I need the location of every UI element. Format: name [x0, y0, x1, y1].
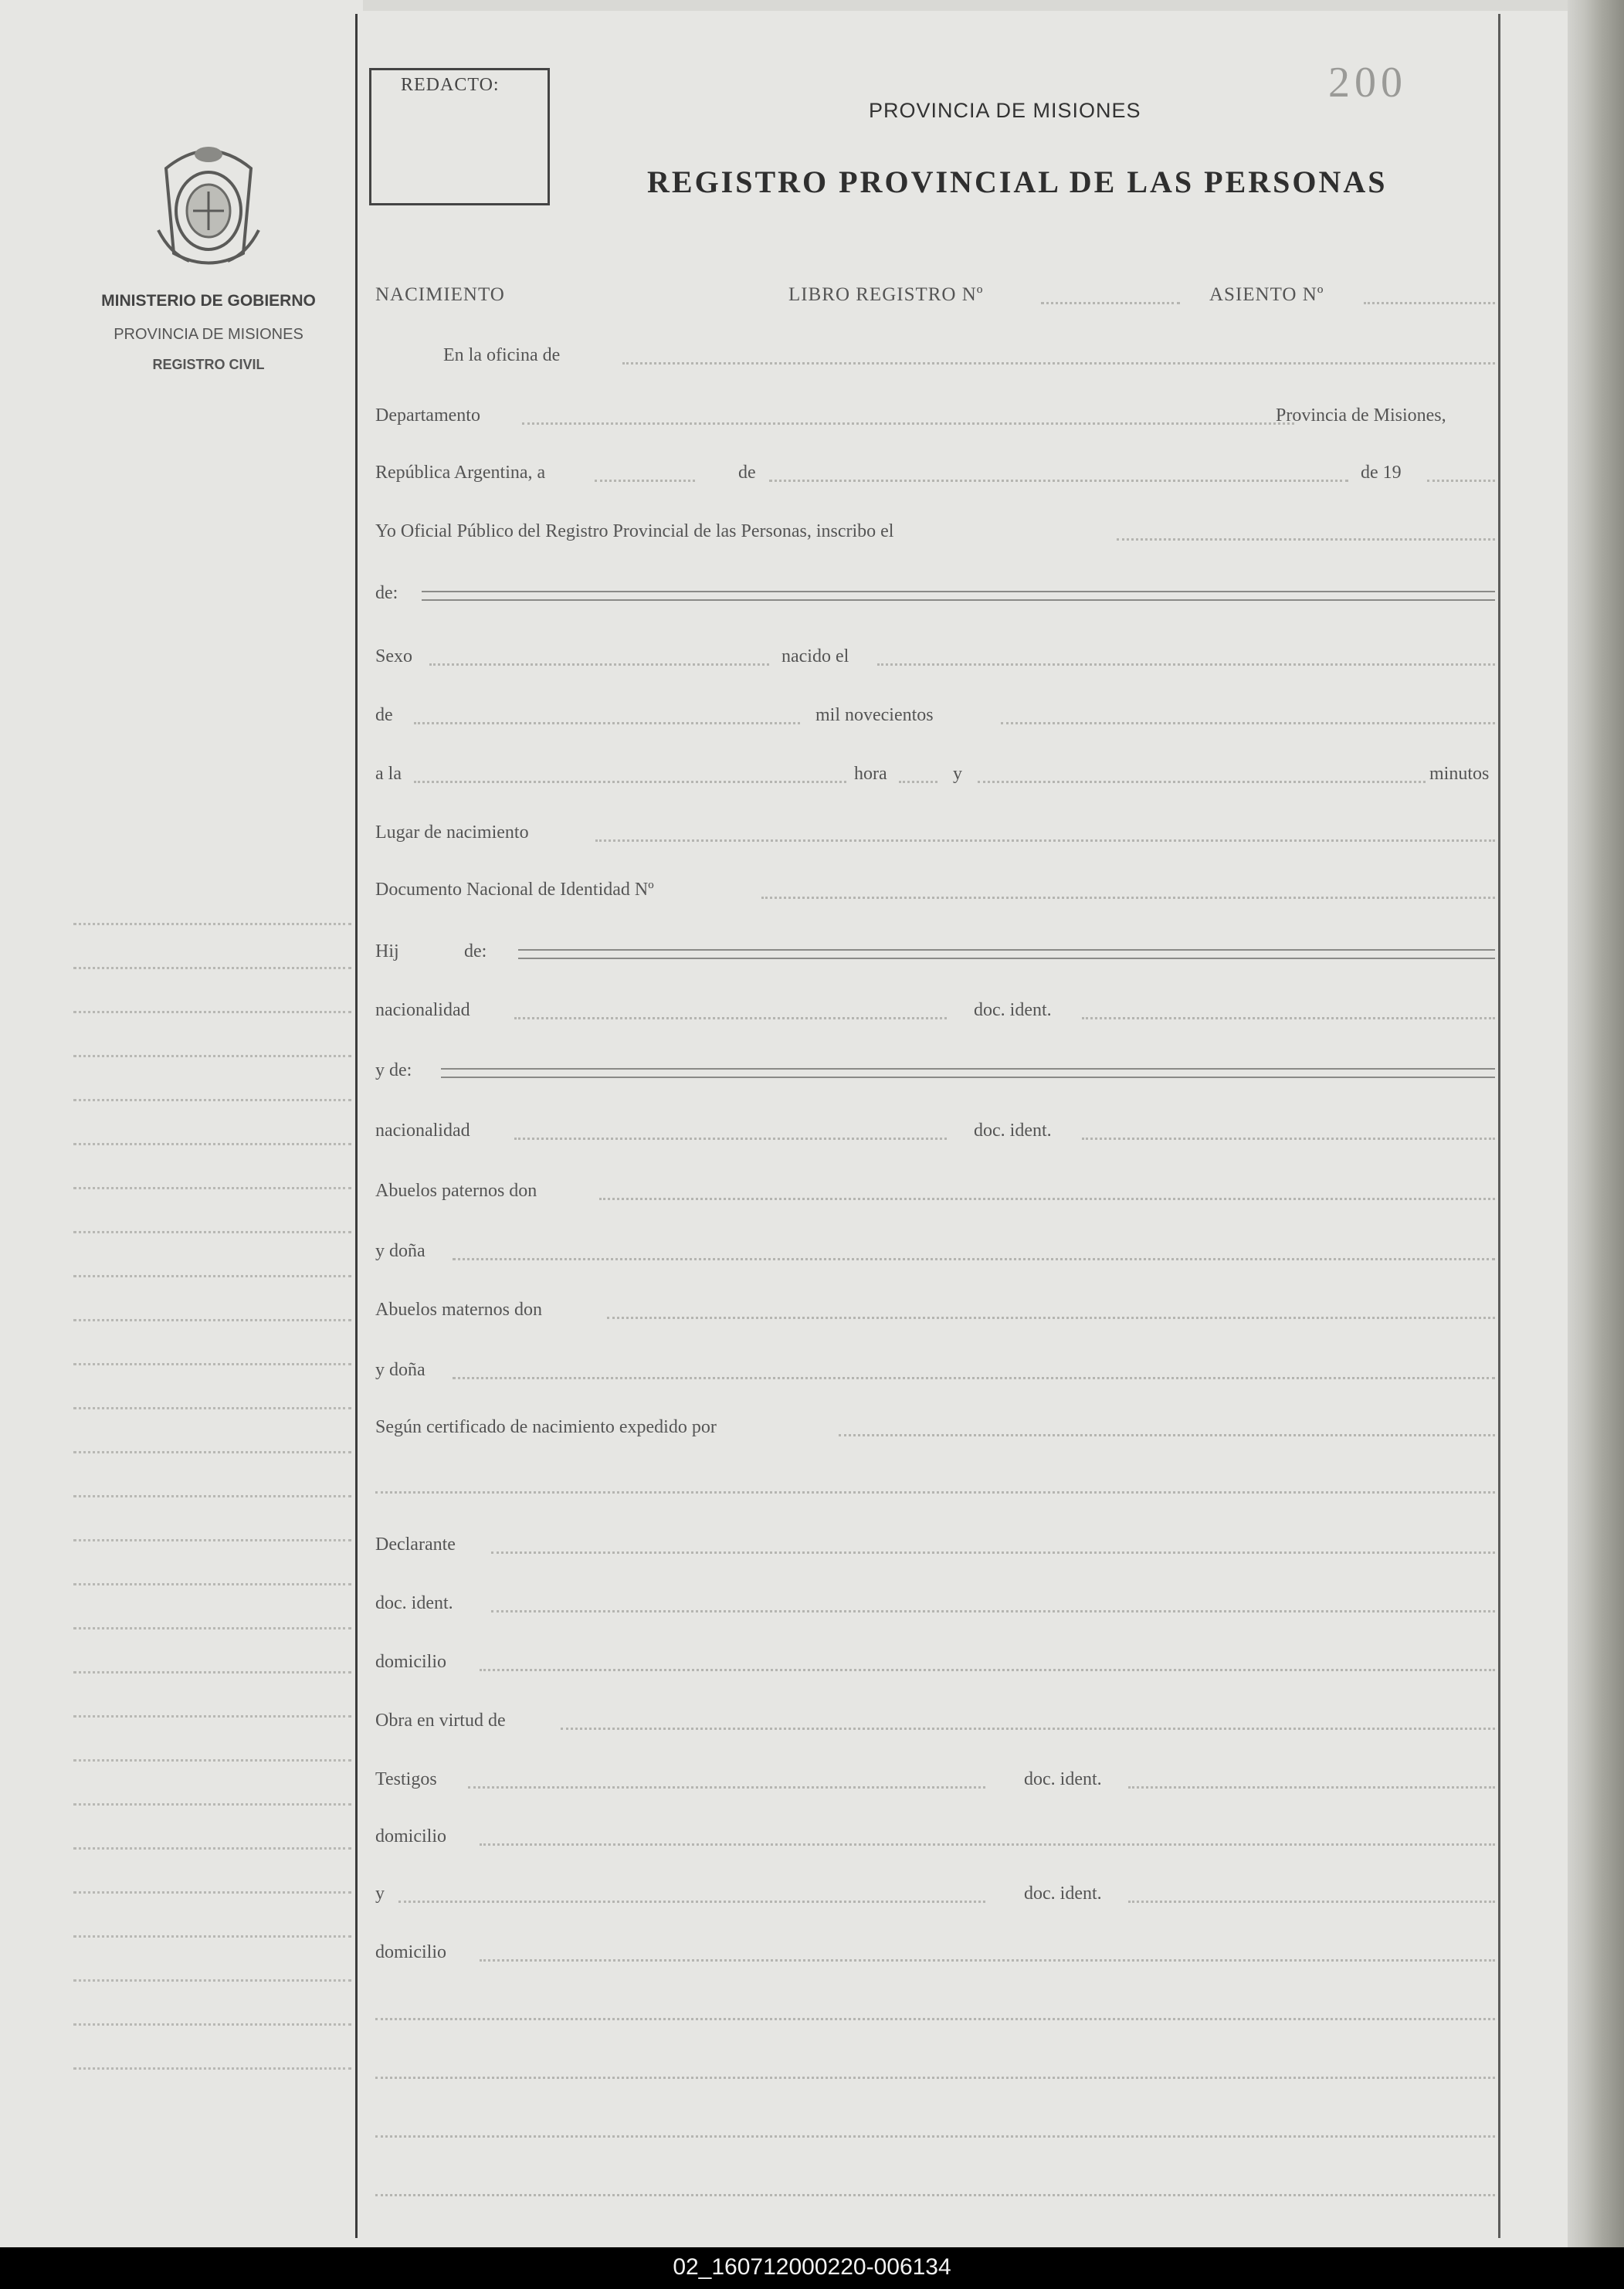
mes-field[interactable] [769, 480, 1348, 482]
doc-ident-testigo-2-field[interactable] [1128, 1901, 1495, 1903]
dona-field-2[interactable] [453, 1377, 1495, 1379]
obra-label: Obra en virtud de [375, 1711, 506, 1731]
row-segun [375, 1412, 1495, 1443]
hora-field[interactable] [899, 781, 937, 783]
testigo-2-field[interactable] [398, 1901, 985, 1903]
dia-field[interactable] [595, 480, 695, 482]
de-mil-field[interactable] [414, 722, 800, 724]
doc-ident-field-1[interactable] [1082, 1017, 1495, 1019]
y-de-label: y de: [375, 1060, 412, 1080]
declarante-field[interactable] [491, 1551, 1495, 1554]
row-abuelos-maternos [375, 1294, 1495, 1325]
madre-field[interactable] [441, 1068, 1495, 1078]
sexo-field[interactable] [429, 663, 769, 666]
asiento-label: ASIENTO Nº [1209, 284, 1324, 305]
obra-field[interactable] [561, 1728, 1495, 1730]
row-abuelos-paternos [375, 1175, 1495, 1206]
coat-of-arms-seal-icon [151, 137, 266, 273]
a-la-label: a la [375, 764, 402, 784]
doc-ident-label-1: doc. ident. [974, 1000, 1052, 1020]
mil-field[interactable] [1001, 722, 1495, 724]
footer-code: 02_160712000220-006134 [673, 2254, 951, 2280]
oficina-label: En la oficina de [443, 345, 561, 365]
oficina-field[interactable] [622, 362, 1495, 365]
row-nacimiento [375, 280, 1495, 310]
doc-ident-declarante-field[interactable] [491, 1610, 1495, 1612]
row-sexo [375, 641, 1495, 672]
row-nacionalidad-1 [375, 995, 1495, 1026]
row-documento [375, 874, 1495, 905]
nacido-label: nacido el [781, 646, 849, 666]
row-lugar [375, 817, 1495, 848]
lugar-field[interactable] [595, 839, 1495, 842]
declarante-label: Declarante [375, 1534, 456, 1555]
testigos-label: Testigos [375, 1769, 437, 1789]
footer-bar [0, 2247, 1624, 2289]
row-obra [375, 1705, 1495, 1736]
row-dona-2 [375, 1355, 1495, 1385]
hij-de-label: de: [464, 941, 487, 961]
sexo-label: Sexo [375, 646, 412, 666]
row-y-de [375, 1055, 1495, 1086]
abuelos-maternos-label: Abuelos maternos don [375, 1300, 542, 1320]
redacto-label: REDACTO: [401, 75, 500, 95]
domicilio-field-1[interactable] [480, 1669, 1495, 1671]
stub-registro: REGISTRO CIVIL [152, 357, 265, 372]
row-declarante [375, 1529, 1495, 1560]
row-blank-4 [375, 2172, 1495, 2203]
row-oficina [375, 340, 1495, 371]
dona-field-1[interactable] [453, 1258, 1495, 1260]
stub-dotted-lines [73, 923, 351, 2111]
nacionalidad-label-1: nacionalidad [375, 1000, 470, 1020]
segun-label: Según certificado de nacimiento expedido por [375, 1417, 717, 1437]
abuelos-paternos-label: Abuelos paternos don [375, 1181, 537, 1201]
departamento-label: Departamento [375, 405, 480, 426]
row-domicilio-2 [375, 1821, 1495, 1852]
row-hora [375, 758, 1495, 789]
documento-field[interactable] [761, 897, 1495, 899]
blank-line-4[interactable] [375, 2194, 1495, 2196]
dona-label-1: y doña [375, 1241, 425, 1261]
segun-field[interactable] [839, 1434, 1495, 1436]
doc-ident-field-2[interactable] [1082, 1138, 1495, 1140]
domicilio-label-2: domicilio [375, 1826, 446, 1846]
stub-provincia: PROVINCIA DE MISIONES [114, 326, 303, 343]
row-de-mil [375, 700, 1495, 731]
row-blank-3 [375, 2113, 1495, 2144]
provincia-title: PROVINCIA DE MISIONES [869, 99, 1141, 122]
inscribo-field[interactable] [1117, 538, 1495, 541]
libro-registro-field[interactable] [1041, 302, 1180, 304]
row-doc-ident-declarante [375, 1588, 1495, 1619]
padre-field[interactable] [518, 949, 1495, 959]
row-nacionalidad-2 [375, 1115, 1495, 1146]
doc-ident-declarante-label: doc. ident. [375, 1593, 453, 1613]
right-margin-line [1498, 14, 1500, 2238]
y-testigo-label: y [375, 1884, 385, 1904]
documento-label: Documento Nacional de Identidad Nº [375, 880, 654, 900]
a-la-field[interactable] [414, 781, 846, 783]
doc-ident-label-2: doc. ident. [974, 1121, 1052, 1141]
mil-label: mil novecientos [815, 705, 934, 725]
redacto-box [369, 68, 550, 205]
segun-field-cont[interactable] [375, 1491, 1495, 1494]
de-nombre-label: de: [375, 583, 398, 603]
row-domicilio-3 [375, 1937, 1495, 1968]
minutos-label: minutos [1429, 764, 1490, 784]
de19-label: de 19 [1361, 463, 1402, 483]
nacido-field[interactable] [877, 663, 1495, 666]
blank-line-1[interactable] [375, 2018, 1495, 2020]
row-domicilio-1 [375, 1646, 1495, 1677]
nacionalidad-field-2[interactable] [514, 1138, 947, 1140]
doc-ident-testigo-1-field[interactable] [1128, 1786, 1495, 1789]
anio-field[interactable] [1427, 480, 1495, 482]
row-de-nombre [375, 578, 1495, 609]
hora-label: hora [854, 764, 887, 784]
row-hij [375, 936, 1495, 967]
folio-number: 200 [1328, 59, 1407, 107]
domicilio-label-1: domicilio [375, 1652, 446, 1672]
provincia-misiones-label: Provincia de Misiones, [1276, 405, 1446, 426]
abuelos-maternos-field[interactable] [607, 1317, 1495, 1319]
dona-label-2: y doña [375, 1360, 425, 1380]
stub-ministerio: MINISTERIO DE GOBIERNO [101, 292, 316, 310]
hij-label: Hij [375, 941, 399, 961]
nacionalidad-label-2: nacionalidad [375, 1121, 470, 1141]
nombre-field[interactable] [422, 591, 1495, 601]
domicilio-label-3: domicilio [375, 1942, 446, 1962]
nacimiento-label: NACIMIENTO [375, 284, 505, 305]
row-blank-1 [375, 1996, 1495, 2026]
de-label: de [738, 463, 756, 483]
domicilio-field-2[interactable] [480, 1843, 1495, 1846]
departamento-field[interactable] [522, 422, 1294, 425]
minutos-field[interactable] [978, 781, 1426, 783]
nacionalidad-field-1[interactable] [514, 1017, 947, 1019]
y-hora-label: y [953, 764, 962, 784]
registro-title: REGISTRO PROVINCIAL DE LAS PERSONAS [647, 164, 1388, 199]
yo-oficial-label: Yo Oficial Público del Registro Provincial de las Personas, inscribo el [375, 521, 894, 541]
libro-registro-label: LIBRO REGISTRO Nº [788, 284, 984, 305]
row-yo-oficial [375, 516, 1495, 547]
top-fold [363, 0, 1568, 11]
lugar-label: Lugar de nacimiento [375, 822, 529, 843]
stacked-page-edges [1568, 0, 1624, 2247]
asiento-field[interactable] [1364, 302, 1495, 304]
blank-line-3[interactable] [375, 2135, 1495, 2138]
row-dona-1 [375, 1236, 1495, 1267]
row-republica [375, 457, 1495, 488]
row-testigo-2 [375, 1878, 1495, 1909]
testigos-field[interactable] [468, 1786, 985, 1789]
doc-ident-testigo-1-label: doc. ident. [1024, 1769, 1102, 1789]
republica-label: República Argentina, a [375, 463, 546, 483]
row-departamento [375, 400, 1495, 431]
stub-separator-line [355, 14, 358, 2238]
de-mil-label: de [375, 705, 393, 725]
blank-line-2[interactable] [375, 2077, 1495, 2079]
row-testigos [375, 1764, 1495, 1795]
row-blank-2 [375, 2054, 1495, 2085]
domicilio-field-3[interactable] [480, 1959, 1495, 1962]
doc-ident-testigo-2-label: doc. ident. [1024, 1884, 1102, 1904]
abuelos-paternos-field[interactable] [599, 1198, 1495, 1200]
row-segun-cont [375, 1469, 1495, 1500]
